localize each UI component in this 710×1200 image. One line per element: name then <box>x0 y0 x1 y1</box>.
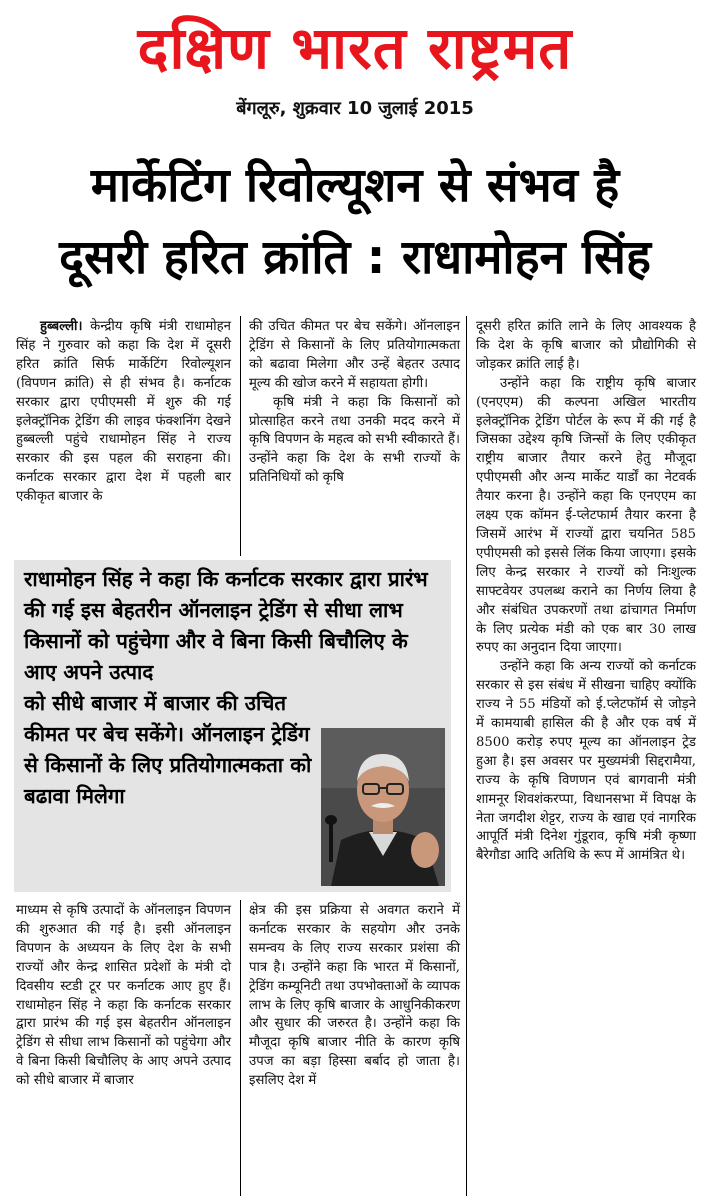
headline-line-1: मार्केटिंग रिवोल्यूशन से संभव है <box>90 158 620 213</box>
article-paragraph: माध्यम से कृषि उत्पादों के ऑनलाइन विपणन की शुरुआत की गई है। इसी ऑनलाइन विपणन के अध्ययन के लिए देश के सभी राज्यों और केन्द्र शासित प्रदेशों के मंत्री दो दिवसीय स्टडी टूर पर कर्नाटक आए हुए हैं। राधामोहन सिंह ने कहा कि कर्नाटक सरकार द्वारा प्रारंभ की गई इस बेहतरीन ऑनलाइन ट्रेडिंग से सीधा लाभ किसानों को पहुंचेगा और वे बिना किसी बिचौलिए के आए अपने उत्पाद को सीधे बाजार में बाजार <box>16 903 231 1089</box>
article-column-1-bottom <box>16 902 231 1091</box>
headline-line-2: दूसरी हरित क्रांति : राधामोहन सिंह <box>59 230 651 285</box>
minister-portrait-illustration <box>321 728 445 886</box>
article-column-1-top <box>16 318 231 507</box>
article-paragraph: क्षेत्र की इस प्रक्रिया से अवगत कराने में कर्नाटक सरकार के सहयोग और उनके समन्वय के लिए राज्य सरकार प्रशंसा की पात्र है। उन्होंने कहा कि भारत में किसानों, ट्रेडिंग कम्यूनिटी तथा उपभोक्ताओं के व्यापक लाभ के लिए कृषि बाजार के आधुनिकीकरण और सुधार की जरुरत है। उन्होंने कहा कि मौजूदा कृषि बाजार नीति के कारण कृषि उपज का बड़ा हिस्सा बर्बाद हो जाता है। इसलिए देश में <box>249 903 460 1089</box>
article-paragraph: उन्होंने कहा कि राष्ट्रीय कृषि बाजार (एनएएम) की कल्पना अखिल भारतीय इलेक्ट्रॉनिक ट्रेडिंग पोर्टल के रूप में की गई है जिसका उद्देश्य कृषि जिन्सों के लिए एकीकृत राष्ट्रीय बाजार तैयार करने हेतु मौजूदा एपीएमसी और अन्य मार्केट यार्डों का नेटवर्क तैयार करना है। उन्होंने कहा कि एनएएम का लक्ष्य एक कॉमन ई-प्लेटफार्म तैयार करना है जिसमें आरंभ में राज्यों द्वारा चयनित 585 एपीएमसी को इससे लिंक किया जाएगा। इसके लिए केन्द्र सरकार ने राज्यों को निःशुल्क साफ्टवेयर उपलब्ध कराने का निर्णय लिया है और संबंधित उपकरणों तथा ढांचागत निर्माण के लिए प्रत्येक मंडी को एक बार 30 लाख रुपए का अनुदान दिया जाएगा। <box>476 375 696 656</box>
article-paragraph: की उचित कीमत पर बेच सकेंगे। ऑनलाइन ट्रेडिंग से किसानों के लिए प्रतियोगात्मकता को बढावा मिलेगा और उन्हें बेहतर उत्पाद मूल्य की खोज करने में सहायता होगी। <box>249 319 460 391</box>
story-dateline: हुब्बल्ली। <box>40 319 83 334</box>
pull-quote-text: राधामोहन सिंह ने कहा कि कर्नाटक सरकार द्वारा प्रारंभ की गई इस बेहतरीन ऑनलाइन ट्रेडिंग से सीधा लाभ किसानों को पहुंचेगा और वे बिना किसी बिचौलिए के आए अपने उत्पाद <box>24 567 428 684</box>
article-column-3 <box>476 318 696 866</box>
column-rule-1 <box>240 316 241 556</box>
article-column-2-top <box>249 318 460 488</box>
minister-photo <box>321 728 445 886</box>
article-paragraph: दूसरी हरित क्रांति लाने के लिए आवश्यक है कि देश के कृषि बाजार को प्रौद्योगिकी से जोड़कर क्रांति लाई है। <box>476 319 696 372</box>
column-rule-2 <box>466 316 467 1196</box>
article-paragraph: केन्द्रीय कृषि मंत्री राधामोहन सिंह ने गुरुवार को कहा कि देश में दूसरी हरित क्रांति सिर्फ मार्केटिंग रिवोल्यूशन (विपणन क्रांति) से ही संभव है। कर्नाटक सरकार द्वारा एपीएमसी में शुरु की गई इलेक्ट्रॉनिक ट्रेडिंग की लाइव फंक्शनिंग देखने हुब्बल्ली पहुंचे राधामोहन सिंह ने राज्य सरकार की इस पहल की सराहना की। कर्नाटक सरकार द्वारा देश में पहली बार एकीकृत बाजार के <box>16 319 231 505</box>
column-rule-3 <box>240 900 241 1196</box>
pull-quote-text-continued: को सीधे बाजार में बाजार की उचित कीमत पर बेच सकेंगे। ऑनलाइन ट्रेडिंग से किसानों के लिए प्रतियोगात्मकता को बढावा मिलेगा <box>24 691 312 808</box>
issue-dateline: बेंगलूरु, शुक्रवार 10 जुलाई 2015 <box>236 98 474 119</box>
article-paragraph: कृषि मंत्री ने कहा कि किसानों को प्रोत्साहित करने तथा उनकी मदद करने में कृषि विपणन के महत्व को सभी स्वीकारते हैं। उन्होंने कहा कि देश के सभी राज्यों के प्रतिनिधियों को कृषि <box>249 394 460 486</box>
article-paragraph: उन्होंने कहा कि अन्य राज्यों को कर्नाटक सरकार से इस संबंध में सीखना चाहिए क्योंकि राज्य ने 55 मंडियों को ई.प्लेटफॉर्म से जोड़ने में कामयाबी हासिल की है और एक वर्ष में 8500 करोड़ रुपए मूल्य का ऑनलाइन ट्रेड हुआ है। इस अवसर पर मुख्यमंत्री सिद्दरामैया, राज्य के कृषि विणणन एवं बागवानी मंत्री शामनूर शिवशंकरप्पा, विधानसभा में विपक्ष के नेता जगदीश शेट्टर, राज्य के खाद्य एवं नागरिक आपूर्ति मंत्री दिनेश गुंडूराव, कृषि मंत्री कृष्णा बैरेगौडा आदि अतिथि के रूप में आमंत्रित थे। <box>476 659 696 864</box>
article-column-2-bottom <box>249 902 460 1091</box>
article-headline <box>0 150 710 294</box>
newspaper-masthead: दक्षिण भारत राष्ट्रमत <box>137 14 573 82</box>
